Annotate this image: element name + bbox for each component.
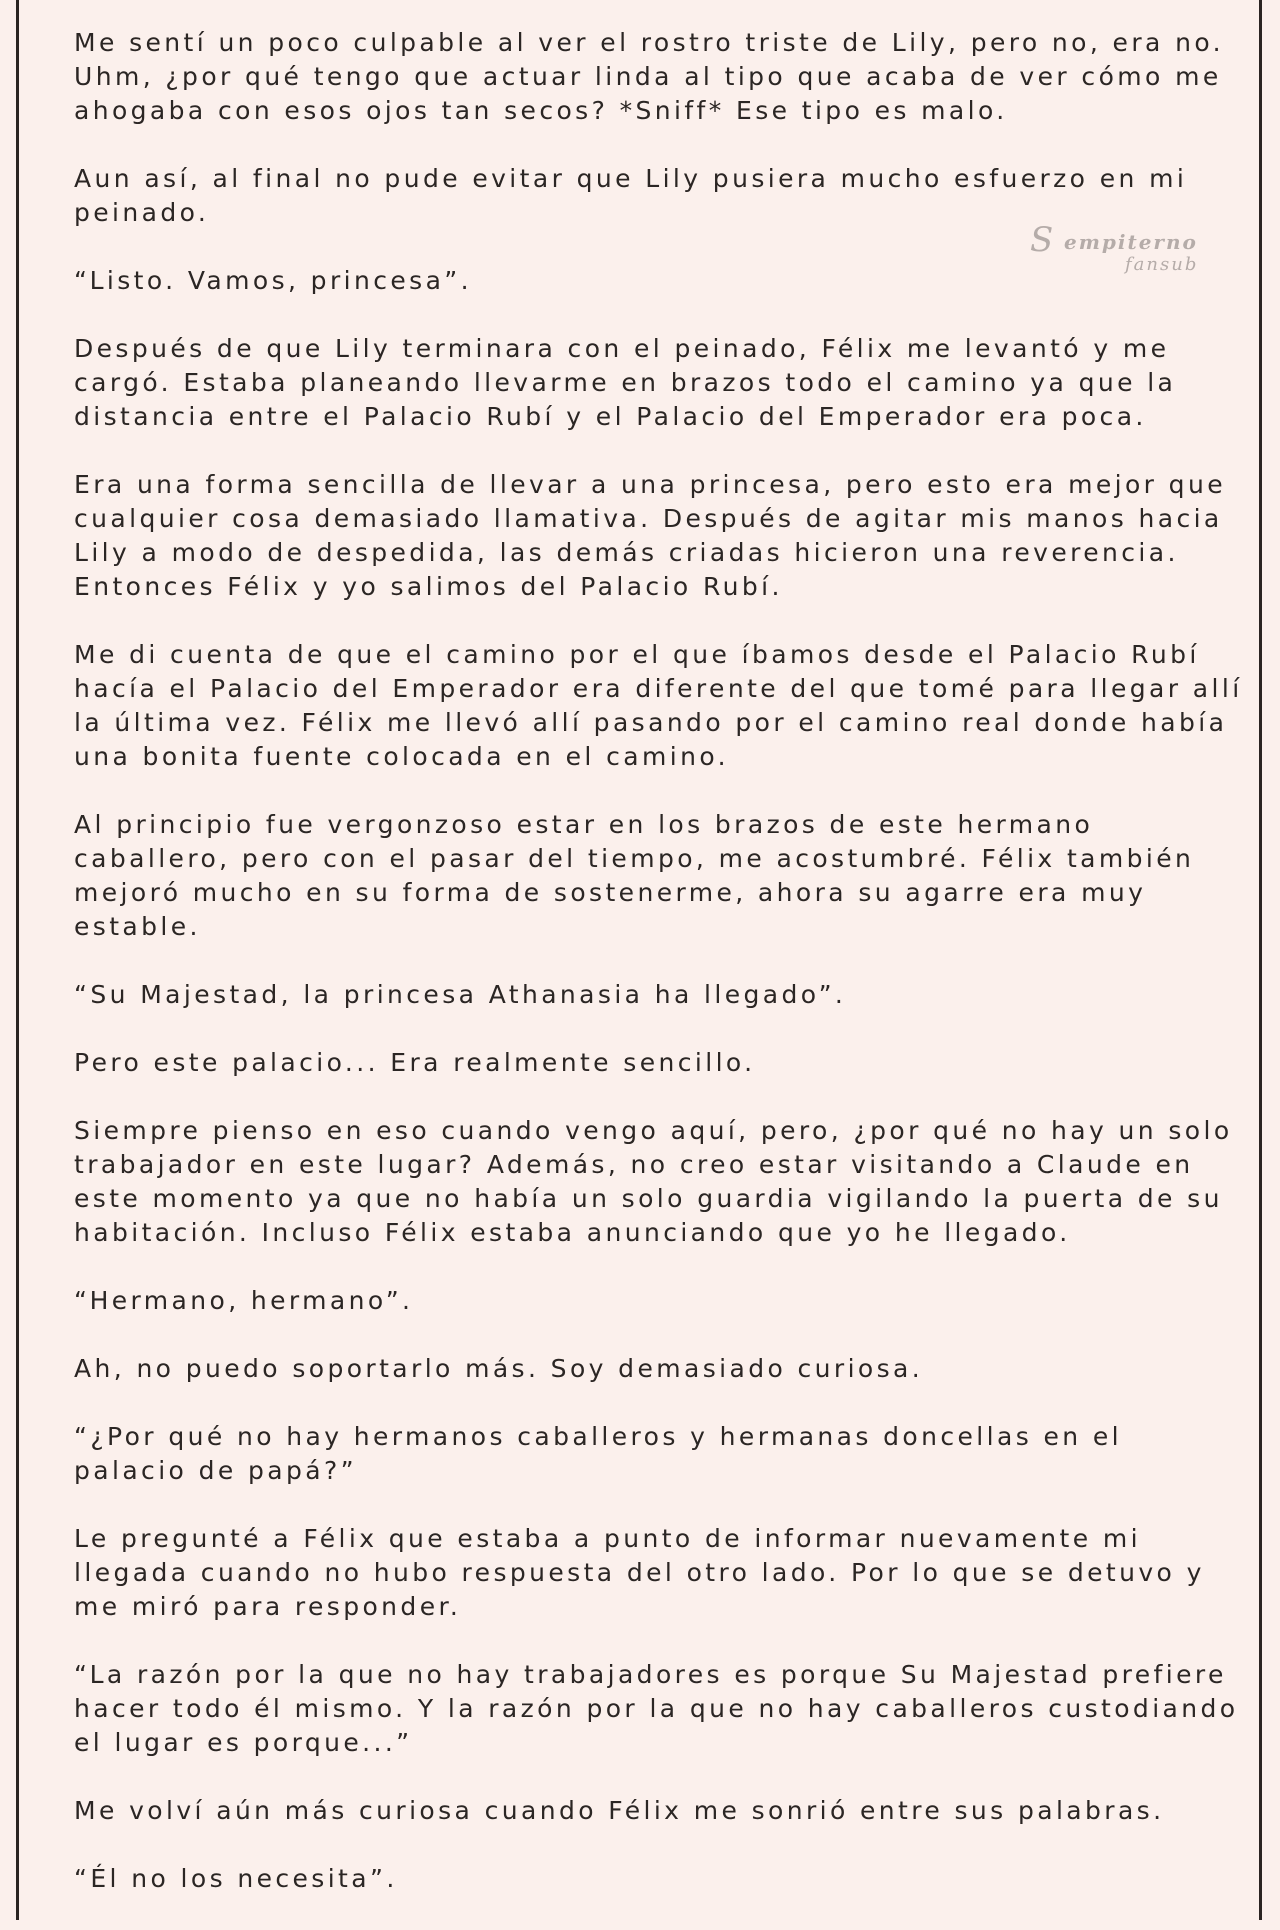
- paragraph: Me volví aún más curiosa cuando Félix me sonrió entre sus palabras.: [74, 1796, 1165, 1825]
- paragraph: Siempre pienso en eso cuando vengo aquí, pero, ¿por qué no hay un solo trabajador en este lugar? Además, no creo estar visitando a Claude en este momento ya que no había un solo guardia vigilando la puerta de su habitación. Incluso Félix estaba anunciando que yo he llegado.: [74, 1116, 1233, 1247]
- paragraph: “La razón por la que no hay trabajadores es porque Su Majestad prefiere hacer todo él mismo. Y la razón por la que no hay caballeros custodiando el lugar es porque...”: [74, 1660, 1239, 1757]
- watermark-line-1: empiterno: [1064, 230, 1198, 254]
- paragraph: Era una forma sencilla de llevar a una princesa, pero esto era mejor que cualquier cosa demasiado llamativa. Después de agitar mis manos hacia Lily a modo de despedida, las demás criadas hicieron una reverencia. Entonces Félix y yo salimos del Palacio Rubí.: [74, 470, 1226, 601]
- paragraph: Después de que Lily terminara con el peinado, Félix me levantó y me cargó. Estaba planeando llevarme en brazos todo el camino ya que la distancia entre el Palacio Rubí y el Palacio del Emperador era poca.: [74, 334, 1177, 431]
- paragraph: Pero este palacio... Era realmente sencillo.: [74, 1048, 756, 1077]
- paragraph: “¿Por qué no hay hermanos caballeros y hermanas doncellas en el palacio de papá?”: [74, 1422, 1122, 1485]
- paragraph: Aun así, al final no pude evitar que Lily pusiera mucho esfuerzo en mi peinado.: [74, 164, 1188, 227]
- paragraph: “Listo. Vamos, princesa”.: [74, 266, 472, 295]
- paragraph: “Hermano, hermano”.: [74, 1286, 414, 1315]
- paragraph: Ah, no puedo soportarlo más. Soy demasiado curiosa.: [74, 1354, 924, 1383]
- paragraph: Me sentí un poco culpable al ver el rostro triste de Lily, pero no, era no. Uhm, ¿por qué tengo que actuar linda al tipo que acaba de ver cómo me ahogaba con esos ojos tan secos? *Sniff* Ese tipo es malo.: [74, 28, 1224, 125]
- paragraph: “Él no los necesita”.: [74, 1864, 398, 1893]
- watermark-line-2: fansub: [1125, 254, 1199, 275]
- fansub-watermark: [1030, 220, 1230, 290]
- paragraph: “Su Majestad, la princesa Athanasia ha llegado”.: [74, 980, 847, 1009]
- document-body: [74, 26, 1244, 1930]
- paragraph: Al principio fue vergonzoso estar en los brazos de este hermano caballero, pero con el pasar del tiempo, me acostumbré. Félix también mejoró mucho en su forma de sostenerme, ahora su agarre era muy estable.: [74, 810, 1195, 941]
- paragraph: Me di cuenta de que el camino por el que íbamos desde el Palacio Rubí hacía el Palacio del Emperador era diferente del que tomé para llegar allí la última vez. Félix me llevó allí pasando por el camino real donde había una bonita fuente colocada en el camino.: [74, 640, 1243, 771]
- watermark-initial: S: [1030, 220, 1054, 260]
- paragraph: Le pregunté a Félix que estaba a punto de informar nuevamente mi llegada cuando no hubo respuesta del otro lado. Por lo que se detuvo y me miró para responder.: [74, 1524, 1205, 1621]
